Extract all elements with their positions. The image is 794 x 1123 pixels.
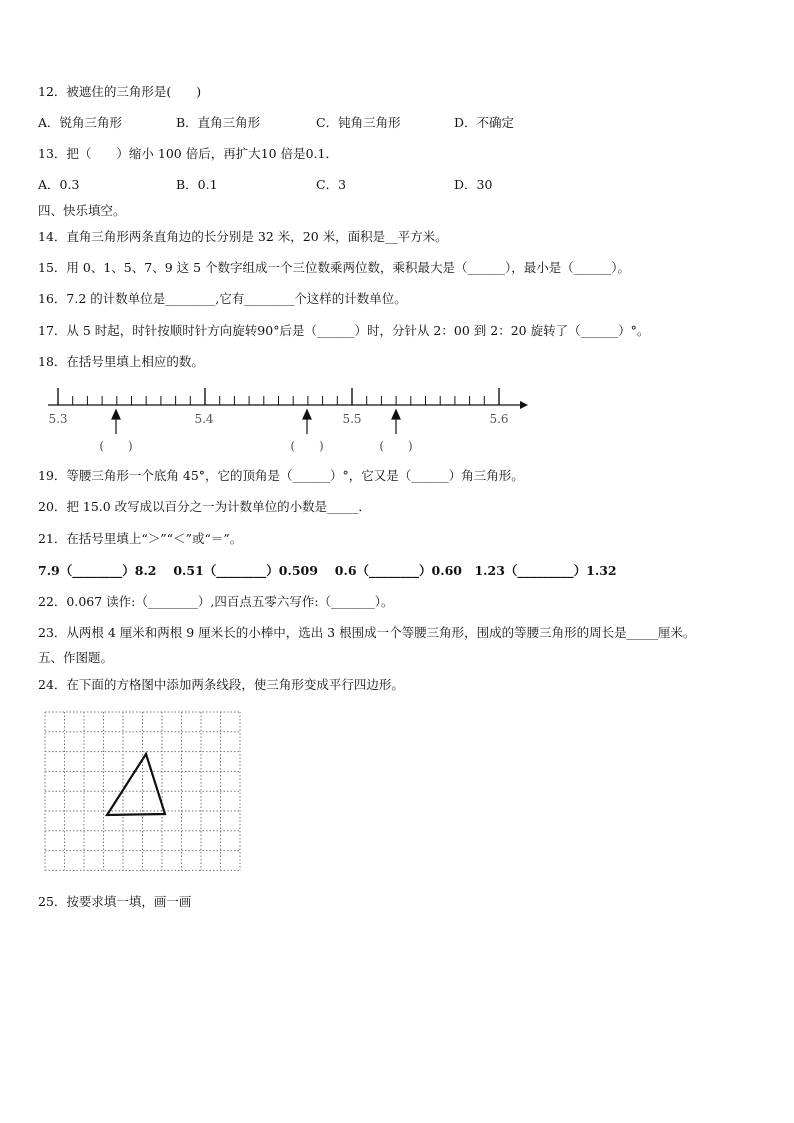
q12-option-d: D．不确定 <box>454 115 515 130</box>
answer-blank[interactable]: ( ) <box>99 439 133 453</box>
section-5-heading: 五、作图题。 <box>38 650 114 665</box>
q12-option-a: A．锐角三角形 <box>38 115 123 130</box>
q19: 19．等腰三角形一个底角 45°，它的顶角是（______）°，它又是（______）角三角形。 <box>38 468 524 483</box>
q23: 23．从两根 4 厘米和两根 9 厘米长的小棒中，选出 3 根围成一个等腰三角形，围成的等腰三角形的周长是_____厘米。 <box>38 625 696 640</box>
pointer-arrow <box>392 410 400 434</box>
q24: 24．在下面的方格图中添加两条线段，使三角形变成平行四边形。 <box>38 677 404 692</box>
pointer-arrow <box>303 410 311 434</box>
number-line-label: 5.5 <box>342 412 362 426</box>
q12-option-b: B．直角三角形 <box>176 115 261 130</box>
q16: 16．7.2 的计数单位是________,它有________个这样的计数单位。 <box>38 291 407 306</box>
q22: 22．0.067 读作:（________）,四百点五零六写作:（_______）。 <box>38 594 394 609</box>
q25: 25．按要求填一填，画一画 <box>38 894 192 909</box>
triangle-shape <box>107 754 165 815</box>
q13-stem: 13．把（ ）缩小 100 倍后，再扩大10 倍是0.1． <box>38 146 338 161</box>
q13-option-b: B．0.1 <box>176 177 218 192</box>
q15: 15．用 0、1、5、7、9 这 5 个数字组成一个三位数乘两位数，乘积最大是（______），最小是（______）。 <box>38 260 631 275</box>
number-line <box>38 378 538 458</box>
q21-comparisons: 7.9（________）8.2 0.51（________）0.509 0.6（________）0.60 1.23（_________）1.32 <box>38 563 617 578</box>
number-line-ticks <box>58 388 499 405</box>
q18: 18．在括号里填上相应的数。 <box>38 354 204 369</box>
number-line-label: 5.4 <box>194 412 214 426</box>
q20: 20．把 15.0 改写成以百分之一为计数单位的小数是_____． <box>38 499 371 514</box>
q21: 21．在括号里填上“＞”“＜”或“＝”。 <box>38 531 243 546</box>
number-line-label: 5.6 <box>489 412 509 426</box>
q17: 17．从 5 时起，时针按顺时针方向旋转90°后是（______）时，分针从 2：00 到 2：20 旋转了（______）°。 <box>38 323 650 338</box>
q13-option-a: A．0.3 <box>38 177 80 192</box>
pointer-arrow <box>112 410 120 434</box>
q13-option-d: D．30 <box>454 177 493 192</box>
q12-stem: 12．被遮住的三角形是( ) <box>38 84 202 99</box>
q14: 14．直角三角形两条直角边的长分别是 32 米，20 米，面积是__平方米。 <box>38 229 448 244</box>
q12-option-c: C．钝角三角形 <box>316 115 401 130</box>
drawing-grid[interactable] <box>42 708 248 876</box>
grid-lines <box>45 712 240 870</box>
number-line-arrowhead <box>520 401 528 409</box>
answer-blank[interactable]: ( ) <box>290 439 324 453</box>
number-line-label: 5.3 <box>48 412 68 426</box>
section-4-heading: 四、快乐填空。 <box>38 203 126 218</box>
q13-option-c: C．3 <box>316 177 347 192</box>
answer-blank[interactable]: ( ) <box>379 439 413 453</box>
